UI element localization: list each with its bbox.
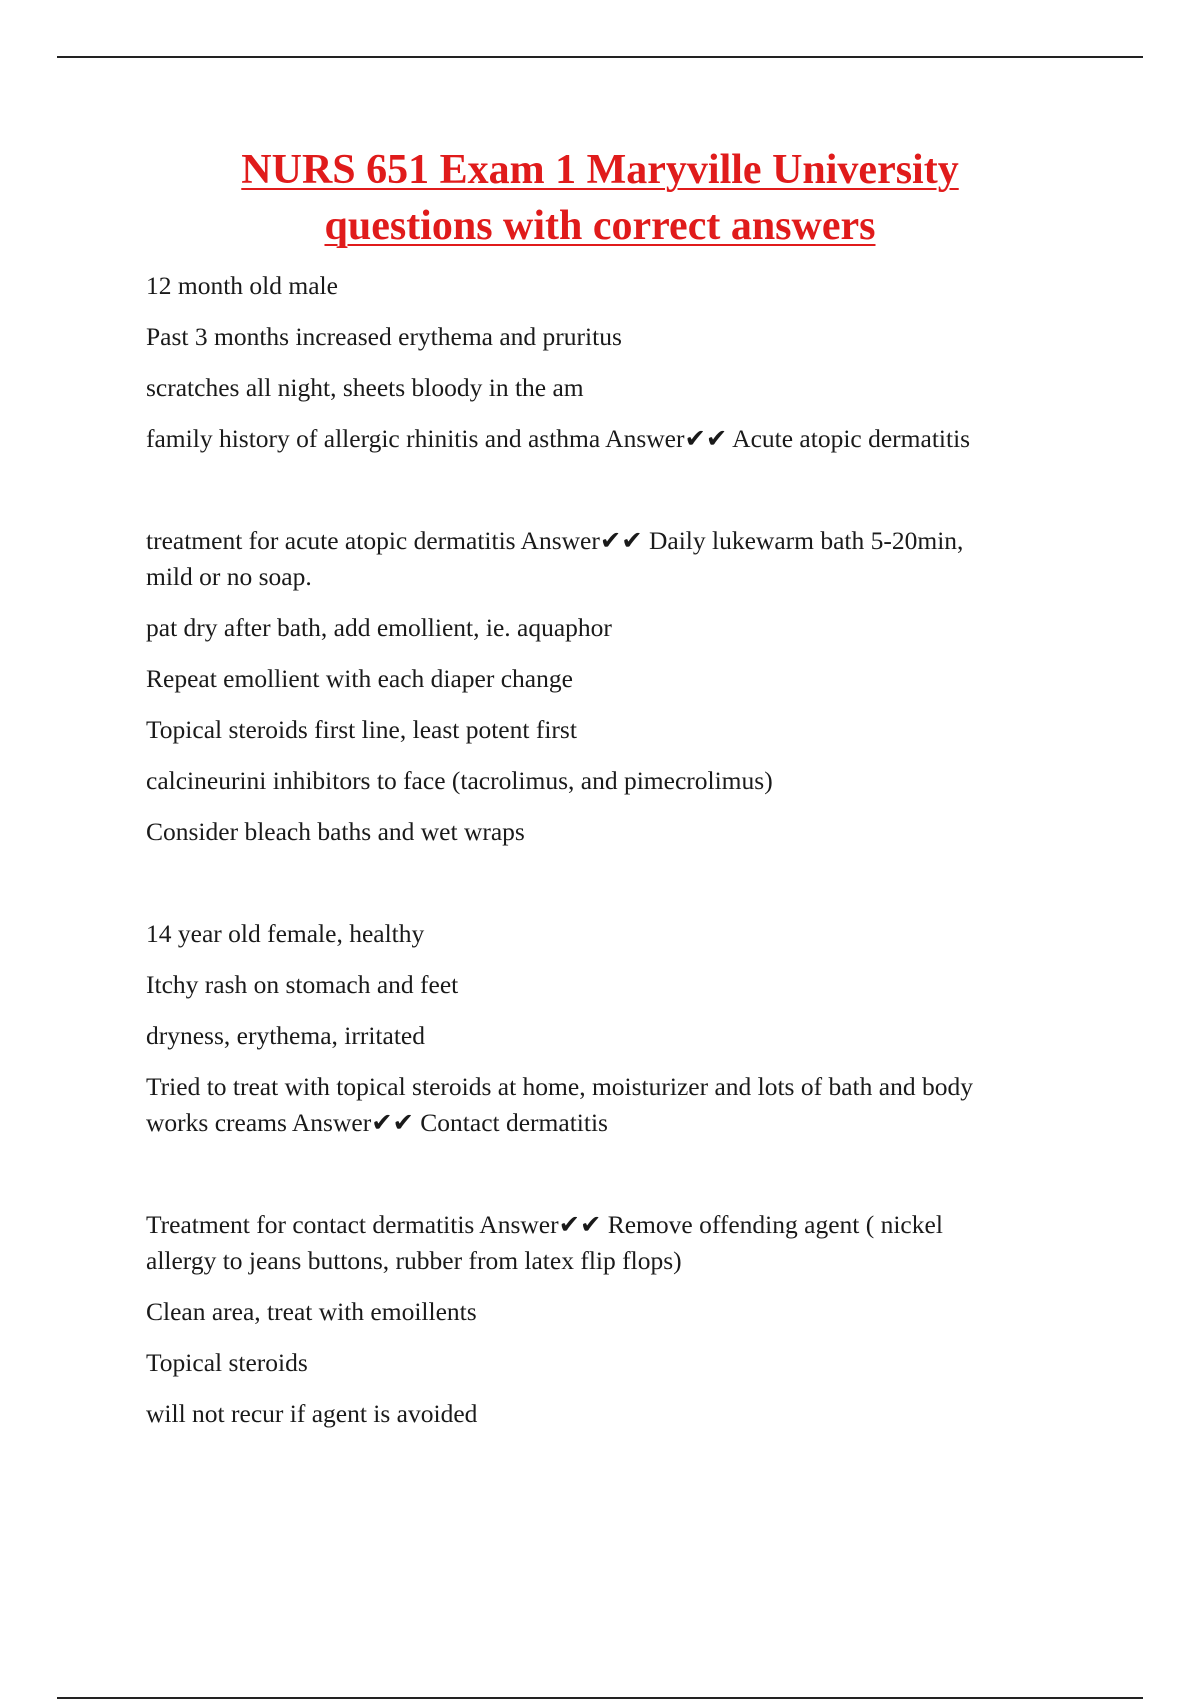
spacer [146, 472, 1076, 523]
document-body [146, 268, 1076, 1447]
answer-paragraph [146, 523, 1076, 595]
answer-line: family history of allergic rhinitis and asthma Answer✔✔ Acute atopic dermatitis [146, 424, 971, 453]
text-line: Itchy rash on stomach and feet [146, 970, 459, 999]
text-line: Topical steroids first line, least potent first [146, 715, 577, 744]
text-line: pat dry after bath, add emollient, ie. aquaphor [146, 613, 612, 642]
text-line: Tried to treat with topical steroids at home, moisturizer and lots of bath and body [146, 1072, 973, 1101]
text-line: Consider bleach baths and wet wraps [146, 817, 525, 846]
text-line: mild or no soap. [146, 562, 312, 591]
question-block-2 [146, 523, 1076, 850]
text-line: 14 year old female, healthy [146, 919, 425, 948]
text-line: 12 month old male [146, 271, 338, 300]
top-rule [57, 56, 1143, 58]
text-line: Topical steroids [146, 1348, 308, 1377]
question-block-4 [146, 1207, 1076, 1432]
question-block-3 [146, 916, 1076, 1141]
answer-line: treatment for acute atopic dermatitis Answer✔✔ Daily lukewarm bath 5-20min, [146, 526, 964, 555]
question-block-1 [146, 268, 1076, 457]
title-line-1: NURS 651 Exam 1 Maryville University [241, 147, 959, 193]
text-line: Past 3 months increased erythema and pruritus [146, 322, 622, 351]
text-line: allergy to jeans buttons, rubber from latex flip flops) [146, 1246, 682, 1275]
document-title [100, 142, 1100, 254]
answer-paragraph [146, 1207, 1076, 1279]
text-line: calcineurini inhibitors to face (tacrolimus, and pimecrolimus) [146, 766, 773, 795]
answer-line: Treatment for contact dermatitis Answer✔✔ Remove offending agent ( nickel [146, 1210, 943, 1239]
text-line: scratches all night, sheets bloody in the am [146, 373, 584, 402]
text-line: dryness, erythema, irritated [146, 1021, 425, 1050]
bottom-rule [57, 1697, 1143, 1699]
spacer [146, 1156, 1076, 1207]
answer-line: works creams Answer✔✔ Contact dermatitis [146, 1108, 608, 1137]
title-line-2: questions with correct answers [324, 203, 876, 249]
answer-paragraph [146, 1069, 1076, 1141]
text-line: will not recur if agent is avoided [146, 1399, 478, 1428]
text-line: Repeat emollient with each diaper change [146, 664, 573, 693]
spacer [146, 865, 1076, 916]
text-line: Clean area, treat with emoillents [146, 1297, 477, 1326]
